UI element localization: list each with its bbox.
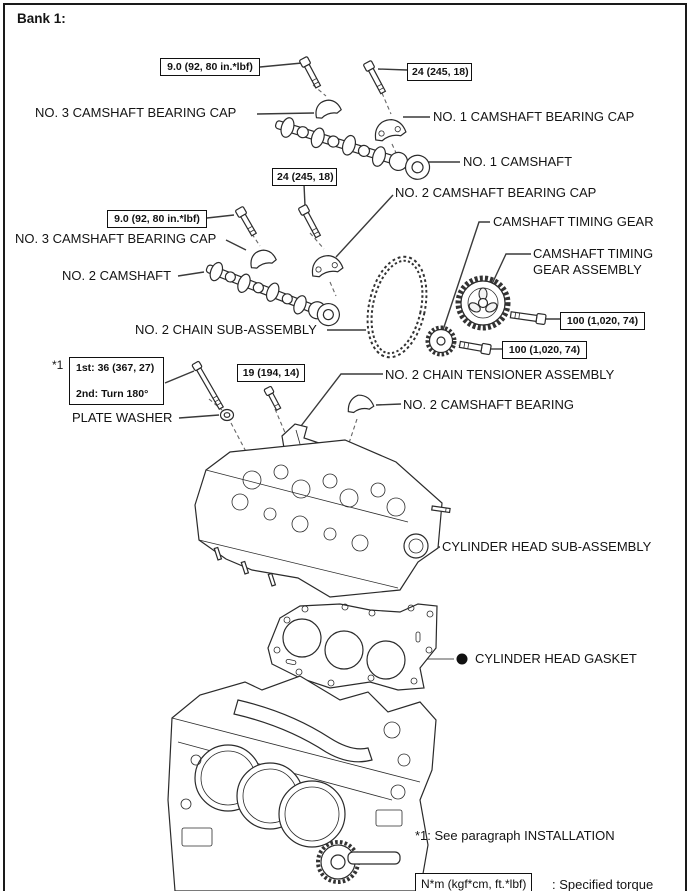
- no2-bearing-cap-part: [309, 252, 344, 278]
- torque-spec-box: 100 (1,020, 74): [502, 341, 587, 359]
- torque-spec-box-multistep: [69, 357, 164, 405]
- cylinder-head-part: [195, 440, 450, 597]
- bank-title: Bank 1:: [17, 11, 66, 26]
- torque-unit-box: N*m (kgf*cm, ft.*lbf): [415, 873, 532, 891]
- label-no3-camshaft-bearing-cap-mid: NO. 3 CAMSHAFT BEARING CAP: [15, 231, 217, 246]
- bolt-icon: [459, 339, 491, 354]
- timing-gear-assembly-part: [458, 278, 508, 328]
- label-no2-camshaft-bearing: NO. 2 CAMSHAFT BEARING: [403, 397, 574, 412]
- torque-spec-box: 24 (245, 18): [272, 168, 337, 186]
- label-no1-camshaft: NO. 1 CAMSHAFT: [463, 154, 573, 169]
- head-bolt-icon: [192, 361, 225, 410]
- bullet-icon: [457, 654, 468, 665]
- torque-spec-box: 100 (1,020, 74): [560, 312, 645, 330]
- label-no1-camshaft-bearing-cap: NO. 1 CAMSHAFT BEARING CAP: [433, 109, 635, 124]
- engine-block-part: [168, 676, 436, 891]
- torque-spec-box: 24 (245, 18): [407, 63, 472, 81]
- camshaft-bearing-part: [345, 392, 374, 413]
- torque-unit-meaning: : Specified torque: [552, 877, 654, 891]
- bolt-icon: [299, 56, 322, 88]
- label-no2-camshaft-bearing-cap: NO. 2 CAMSHAFT BEARING CAP: [395, 185, 597, 200]
- plate-washer-part: [221, 410, 234, 421]
- torque-ref-star1: *1: [52, 358, 64, 372]
- torque-spec-box: 9.0 (92, 80 in.*lbf): [107, 210, 207, 228]
- label-no2-camshaft: NO. 2 CAMSHAFT: [62, 268, 172, 283]
- no1-bearing-cap-part: [372, 116, 407, 142]
- label-plate-washer: PLATE WASHER: [72, 410, 173, 425]
- bolt-icon: [264, 386, 282, 411]
- label-cylinder-head-gasket: CYLINDER HEAD GASKET: [475, 651, 637, 666]
- timing-gear-part: [428, 328, 455, 355]
- label-camshaft-timing-gear: CAMSHAFT TIMING GEAR: [493, 214, 654, 229]
- bolt-icon: [363, 60, 387, 94]
- no3-bearing-cap-part: [247, 247, 277, 270]
- label-cylinder-head-sub-assembly: CYLINDER HEAD SUB-ASSEMBLY: [442, 539, 652, 554]
- label-camshaft-timing-gear-assembly-line1: CAMSHAFT TIMING: [533, 246, 654, 261]
- label-no2-chain-tensioner-assembly: NO. 2 CHAIN TENSIONER ASSEMBLY: [385, 367, 615, 382]
- bolt-icon: [235, 206, 258, 236]
- label-no2-chain-sub-assembly: NO. 2 CHAIN SUB-ASSEMBLY: [135, 322, 317, 337]
- torque-step-1: 1st: 36 (367, 27): [76, 362, 155, 374]
- bolt-icon: [510, 310, 546, 325]
- torque-spec-box: 19 (194, 14): [237, 364, 305, 382]
- timing-chain-part: [361, 254, 432, 361]
- label-no3-camshaft-bearing-cap-top: NO. 3 CAMSHAFT BEARING CAP: [35, 105, 237, 120]
- footnote-star1: *1: See paragraph INSTALLATION: [415, 828, 615, 843]
- head-gasket-part: [268, 604, 437, 690]
- label-camshaft-timing-gear-assembly-line2: GEAR ASSEMBLY: [533, 262, 642, 277]
- torque-step-2: 2nd: Turn 180°: [76, 388, 149, 400]
- torque-spec-box: 9.0 (92, 80 in.*lbf): [160, 58, 260, 76]
- no3-bearing-cap-part: [312, 97, 342, 120]
